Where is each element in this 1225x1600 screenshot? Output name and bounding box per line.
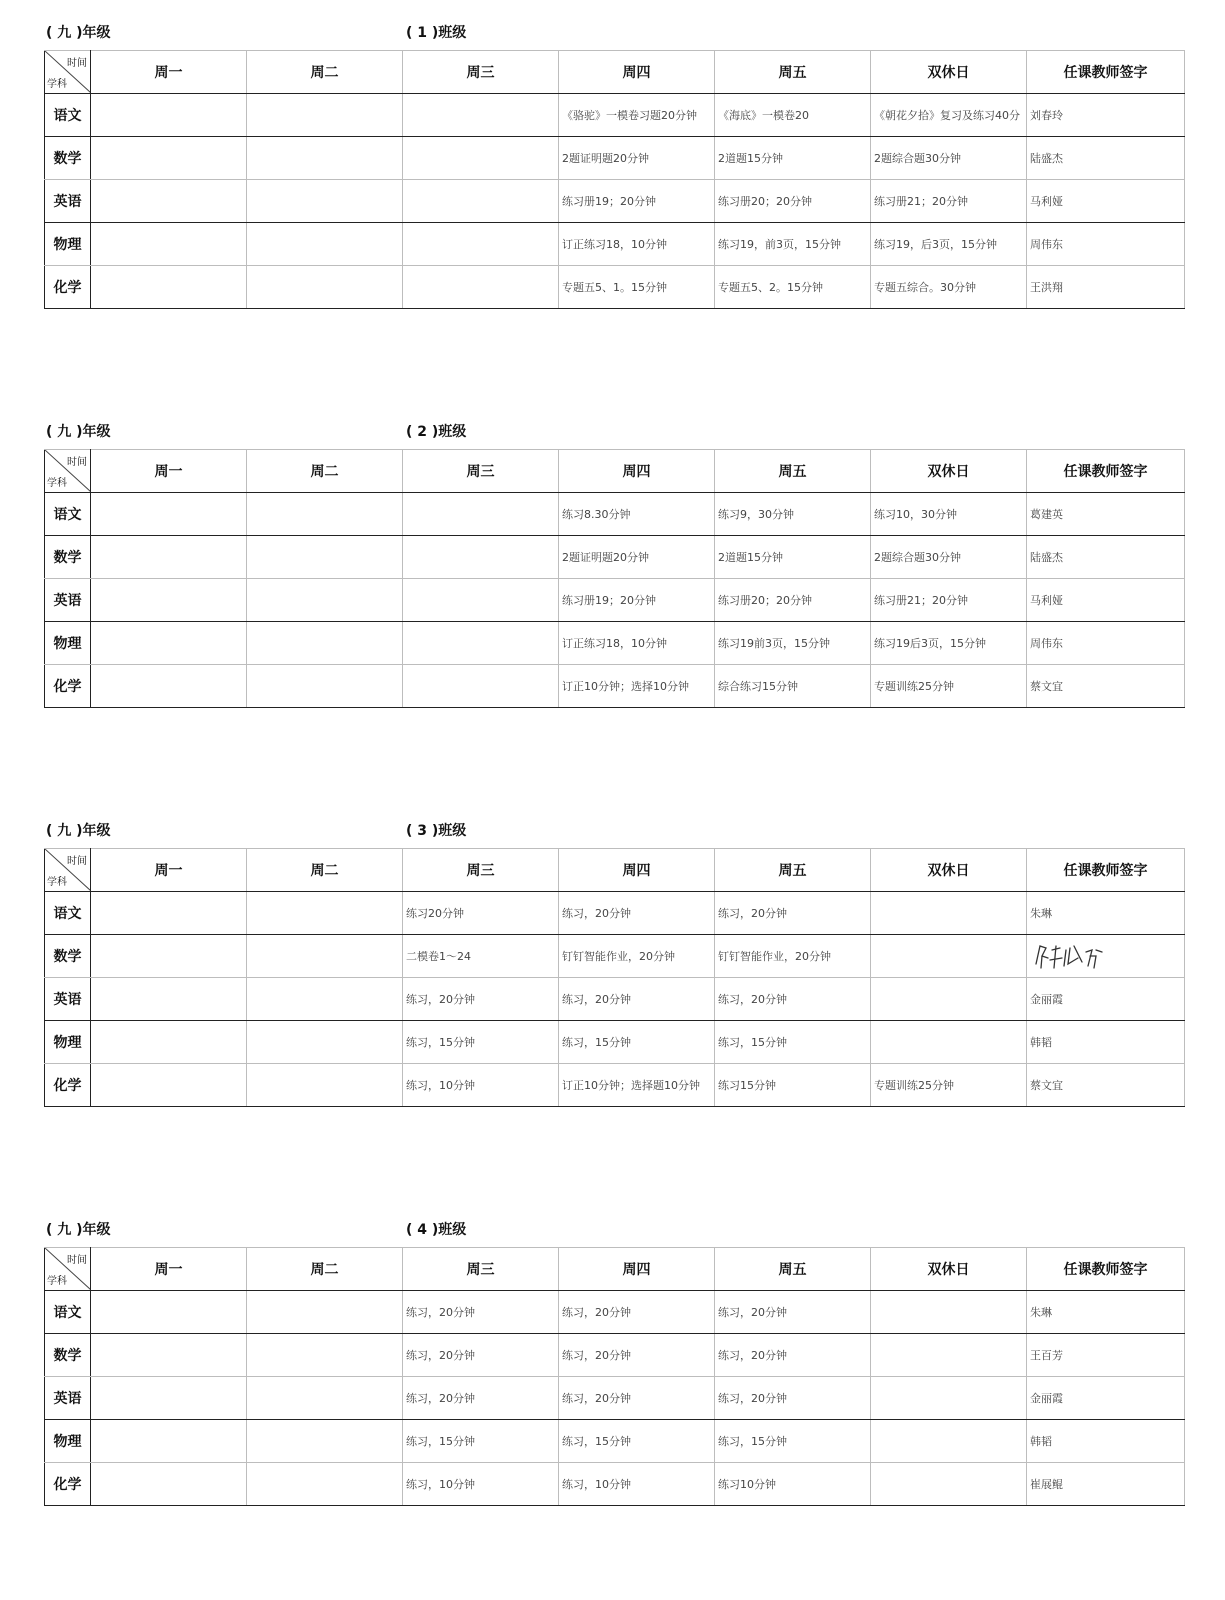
homework-cell (91, 892, 247, 935)
homework-cell: 练习，10分钟 (403, 1463, 559, 1506)
column-header: 周一 (91, 450, 247, 493)
column-header: 周一 (91, 51, 247, 94)
column-header: 任课教师签字 (1027, 450, 1185, 493)
table-row (45, 1334, 1185, 1377)
column-header: 周五 (715, 1248, 871, 1291)
homework-cell: 练习，10分钟 (403, 1064, 559, 1107)
homework-section-4 (44, 1215, 1184, 1506)
homework-cell: 练习19，前3页，15分钟 (715, 223, 871, 266)
subject-cell: 化学 (45, 266, 91, 309)
homework-cell (871, 892, 1027, 935)
homework-cell (91, 1291, 247, 1334)
column-header: 周一 (91, 849, 247, 892)
column-header: 任课教师签字 (1027, 51, 1185, 94)
homework-cell: 练习，20分钟 (403, 978, 559, 1021)
homework-cell (247, 1334, 403, 1377)
table-row (45, 1420, 1185, 1463)
homework-cell (247, 978, 403, 1021)
handwritten-signature (1030, 936, 1150, 976)
homework-cell (91, 493, 247, 536)
homework-cell (91, 1064, 247, 1107)
column-header: 周二 (247, 51, 403, 94)
homework-cell (403, 180, 559, 223)
homework-cell: 《海底》一模卷20 (715, 94, 871, 137)
subject-label: 学科 (47, 1276, 67, 1287)
homework-cell (403, 665, 559, 708)
class-label: ( 2 )班级 (406, 424, 467, 440)
subject-cell: 英语 (45, 579, 91, 622)
homework-cell: 练习，20分钟 (559, 892, 715, 935)
header-row (45, 849, 1185, 892)
homework-cell (91, 266, 247, 309)
homework-cell: 2道题15分钟 (715, 536, 871, 579)
homework-cell: 练习9，30分钟 (715, 493, 871, 536)
homework-cell (871, 1291, 1027, 1334)
homework-cell: 2道题15分钟 (715, 137, 871, 180)
homework-cell: 综合练习15分钟 (715, 665, 871, 708)
teacher-signature-cell: 马利娅 (1027, 579, 1185, 622)
subject-cell: 物理 (45, 622, 91, 665)
homework-cell: 练习19，后3页，15分钟 (871, 223, 1027, 266)
homework-cell (871, 1377, 1027, 1420)
homework-section-3 (44, 816, 1184, 1107)
time-label: 时间 (67, 1255, 87, 1266)
homework-cell: 练习册20；20分钟 (715, 579, 871, 622)
corner-cell (45, 450, 91, 493)
column-header: 周二 (247, 849, 403, 892)
homework-table (44, 50, 1185, 309)
column-header: 周三 (403, 1248, 559, 1291)
section-title-row (44, 18, 1184, 50)
header-row (45, 1248, 1185, 1291)
homework-cell: 练习15分钟 (715, 1064, 871, 1107)
header-row (45, 51, 1185, 94)
table-row (45, 94, 1185, 137)
homework-cell: 练习，20分钟 (403, 1291, 559, 1334)
corner-cell (45, 849, 91, 892)
homework-table (44, 848, 1185, 1107)
class-label: ( 1 )班级 (406, 25, 467, 41)
teacher-signature-cell: 朱琳 (1027, 892, 1185, 935)
table-row (45, 137, 1185, 180)
subject-cell: 数学 (45, 536, 91, 579)
homework-cell: 订正练习18，10分钟 (559, 223, 715, 266)
homework-cell (871, 1463, 1027, 1506)
table-row (45, 622, 1185, 665)
table-row (45, 892, 1185, 935)
homework-cell (247, 579, 403, 622)
grade-label: ( 九 )年级 (46, 1222, 111, 1238)
homework-cell (871, 1334, 1027, 1377)
homework-cell (871, 978, 1027, 1021)
homework-cell: 钉钉智能作业，20分钟 (559, 935, 715, 978)
table-row (45, 579, 1185, 622)
homework-cell: 订正10分钟；选择10分钟 (559, 665, 715, 708)
homework-cell: 练习，20分钟 (715, 1377, 871, 1420)
homework-cell (247, 892, 403, 935)
homework-cell (247, 137, 403, 180)
homework-cell (91, 137, 247, 180)
homework-cell (871, 1021, 1027, 1064)
homework-cell: 练习，10分钟 (559, 1463, 715, 1506)
homework-cell: 专题五5、1。15分钟 (559, 266, 715, 309)
subject-label: 学科 (47, 478, 67, 489)
table-row (45, 665, 1185, 708)
homework-cell: 练习册19；20分钟 (559, 180, 715, 223)
subject-label: 学科 (47, 79, 67, 90)
teacher-signature-cell: 马利娅 (1027, 180, 1185, 223)
column-header: 周五 (715, 849, 871, 892)
homework-cell (91, 94, 247, 137)
homework-cell: 练习，20分钟 (715, 892, 871, 935)
column-header: 周二 (247, 450, 403, 493)
subject-cell: 物理 (45, 223, 91, 266)
teacher-signature-cell: 周伟东 (1027, 622, 1185, 665)
homework-cell (247, 665, 403, 708)
homework-cell (403, 493, 559, 536)
homework-cell (91, 1420, 247, 1463)
homework-cell (91, 223, 247, 266)
subject-cell: 语文 (45, 493, 91, 536)
column-header: 周五 (715, 51, 871, 94)
homework-cell (91, 1334, 247, 1377)
teacher-signature-cell: 陆盛杰 (1027, 137, 1185, 180)
subject-cell: 化学 (45, 1064, 91, 1107)
homework-cell (91, 665, 247, 708)
homework-cell: 二模卷1～24 (403, 935, 559, 978)
column-header: 周四 (559, 51, 715, 94)
homework-cell (871, 935, 1027, 978)
table-row (45, 1463, 1185, 1506)
homework-cell (247, 1420, 403, 1463)
homework-cell: 练习19前3页，15分钟 (715, 622, 871, 665)
homework-cell: 练习，20分钟 (715, 978, 871, 1021)
homework-cell: 专题五5、2。15分钟 (715, 266, 871, 309)
teacher-signature-cell: 金丽霞 (1027, 1377, 1185, 1420)
table-row (45, 935, 1185, 978)
homework-cell: 练习册20；20分钟 (715, 180, 871, 223)
homework-cell (403, 137, 559, 180)
subject-cell: 英语 (45, 1377, 91, 1420)
grade-label: ( 九 )年级 (46, 823, 111, 839)
teacher-signature-cell: 蔡文宜 (1027, 1064, 1185, 1107)
homework-cell: 练习，20分钟 (559, 1291, 715, 1334)
homework-cell (91, 1377, 247, 1420)
column-header: 双休日 (871, 849, 1027, 892)
table-row (45, 180, 1185, 223)
homework-cell (403, 266, 559, 309)
column-header: 周三 (403, 51, 559, 94)
homework-cell (247, 1291, 403, 1334)
homework-cell (403, 536, 559, 579)
homework-section-2 (44, 417, 1184, 708)
homework-cell (247, 622, 403, 665)
teacher-signature-cell: 朱琳 (1027, 1291, 1185, 1334)
homework-cell (247, 536, 403, 579)
homework-table (44, 449, 1185, 708)
table-row (45, 1377, 1185, 1420)
column-header: 周四 (559, 450, 715, 493)
homework-cell: 练习册21；20分钟 (871, 180, 1027, 223)
subject-cell: 数学 (45, 1334, 91, 1377)
homework-cell: 练习，15分钟 (403, 1420, 559, 1463)
subject-cell: 英语 (45, 180, 91, 223)
homework-table (44, 1247, 1185, 1506)
column-header: 周一 (91, 1248, 247, 1291)
homework-cell (91, 1463, 247, 1506)
homework-cell (247, 1377, 403, 1420)
homework-cell (91, 180, 247, 223)
column-header: 周二 (247, 1248, 403, 1291)
homework-section-1 (44, 18, 1184, 309)
homework-cell (403, 579, 559, 622)
time-label: 时间 (67, 856, 87, 867)
teacher-signature-cell (1027, 935, 1185, 978)
homework-cell: 2题证明题20分钟 (559, 536, 715, 579)
column-header: 周五 (715, 450, 871, 493)
teacher-signature-cell: 金丽霞 (1027, 978, 1185, 1021)
homework-cell (403, 622, 559, 665)
homework-cell: 订正练习18，10分钟 (559, 622, 715, 665)
homework-cell: 练习，15分钟 (715, 1420, 871, 1463)
teacher-signature-cell: 崔展鲲 (1027, 1463, 1185, 1506)
homework-cell (247, 94, 403, 137)
homework-cell: 练习册19；20分钟 (559, 579, 715, 622)
column-header: 周四 (559, 849, 715, 892)
homework-cell: 练习，15分钟 (715, 1021, 871, 1064)
homework-cell: 《骆驼》一模卷习题20分钟 (559, 94, 715, 137)
subject-cell: 化学 (45, 665, 91, 708)
section-title-row (44, 417, 1184, 449)
homework-cell: 练习，20分钟 (715, 1334, 871, 1377)
table-row (45, 223, 1185, 266)
homework-cell: 《朝花夕拾》复习及练习40分 (871, 94, 1027, 137)
homework-cell (403, 94, 559, 137)
subject-cell: 数学 (45, 935, 91, 978)
homework-cell: 练习10，30分钟 (871, 493, 1027, 536)
column-header: 周三 (403, 450, 559, 493)
class-label: ( 4 )班级 (406, 1222, 467, 1238)
subject-cell: 语文 (45, 892, 91, 935)
homework-cell: 练习20分钟 (403, 892, 559, 935)
grade-label: ( 九 )年级 (46, 25, 111, 41)
subject-cell: 语文 (45, 1291, 91, 1334)
homework-cell (247, 1021, 403, 1064)
homework-cell: 练习，15分钟 (559, 1021, 715, 1064)
column-header: 周三 (403, 849, 559, 892)
homework-cell: 钉钉智能作业，20分钟 (715, 935, 871, 978)
column-header: 双休日 (871, 1248, 1027, 1291)
homework-cell (91, 978, 247, 1021)
homework-cell (91, 536, 247, 579)
homework-cell: 练习19后3页，15分钟 (871, 622, 1027, 665)
homework-cell: 2题证明题20分钟 (559, 137, 715, 180)
homework-cell: 订正10分钟；选择题10分钟 (559, 1064, 715, 1107)
homework-cell: 2题综合题30分钟 (871, 536, 1027, 579)
column-header: 双休日 (871, 51, 1027, 94)
section-title-row (44, 1215, 1184, 1247)
homework-cell: 2题综合题30分钟 (871, 137, 1027, 180)
homework-cell: 练习8.30分钟 (559, 493, 715, 536)
corner-cell (45, 51, 91, 94)
table-row (45, 1291, 1185, 1334)
homework-cell (247, 266, 403, 309)
teacher-signature-cell: 王洪翔 (1027, 266, 1185, 309)
section-title-row (44, 816, 1184, 848)
grade-label: ( 九 )年级 (46, 424, 111, 440)
homework-cell: 练习册21；20分钟 (871, 579, 1027, 622)
table-row (45, 1064, 1185, 1107)
homework-cell (91, 622, 247, 665)
teacher-signature-cell: 王百芳 (1027, 1334, 1185, 1377)
homework-cell: 练习，20分钟 (403, 1377, 559, 1420)
teacher-signature-cell: 韩韬 (1027, 1420, 1185, 1463)
table-row (45, 1021, 1185, 1064)
homework-cell: 专题训练25分钟 (871, 665, 1027, 708)
homework-cell (247, 1064, 403, 1107)
homework-cell: 练习，20分钟 (403, 1334, 559, 1377)
homework-cell: 练习10分钟 (715, 1463, 871, 1506)
homework-cell (91, 579, 247, 622)
column-header: 双休日 (871, 450, 1027, 493)
homework-cell (871, 1420, 1027, 1463)
homework-cell: 练习，20分钟 (559, 1334, 715, 1377)
time-label: 时间 (67, 58, 87, 69)
homework-cell (403, 223, 559, 266)
homework-cell: 专题五综合。30分钟 (871, 266, 1027, 309)
homework-cell: 练习，20分钟 (559, 1377, 715, 1420)
homework-cell (247, 493, 403, 536)
subject-cell: 物理 (45, 1021, 91, 1064)
teacher-signature-cell: 周伟东 (1027, 223, 1185, 266)
subject-cell: 语文 (45, 94, 91, 137)
homework-cell: 练习，20分钟 (559, 978, 715, 1021)
teacher-signature-cell: 刘春玲 (1027, 94, 1185, 137)
class-label: ( 3 )班级 (406, 823, 467, 839)
table-row (45, 266, 1185, 309)
subject-label: 学科 (47, 877, 67, 888)
homework-cell (91, 1021, 247, 1064)
column-header: 任课教师签字 (1027, 1248, 1185, 1291)
column-header: 任课教师签字 (1027, 849, 1185, 892)
table-row (45, 978, 1185, 1021)
subject-cell: 英语 (45, 978, 91, 1021)
column-header: 周四 (559, 1248, 715, 1291)
homework-cell: 专题训练25分钟 (871, 1064, 1027, 1107)
table-row (45, 493, 1185, 536)
homework-cell (247, 1463, 403, 1506)
teacher-signature-cell: 陆盛杰 (1027, 536, 1185, 579)
corner-cell (45, 1248, 91, 1291)
table-row (45, 536, 1185, 579)
time-label: 时间 (67, 457, 87, 468)
homework-cell: 练习，15分钟 (559, 1420, 715, 1463)
homework-cell (247, 180, 403, 223)
teacher-signature-cell: 葛建英 (1027, 493, 1185, 536)
teacher-signature-cell: 蔡文宜 (1027, 665, 1185, 708)
teacher-signature-cell: 韩韬 (1027, 1021, 1185, 1064)
subject-cell: 化学 (45, 1463, 91, 1506)
homework-cell (247, 223, 403, 266)
homework-cell (91, 935, 247, 978)
subject-cell: 物理 (45, 1420, 91, 1463)
homework-cell: 练习，20分钟 (715, 1291, 871, 1334)
homework-cell: 练习，15分钟 (403, 1021, 559, 1064)
homework-cell (247, 935, 403, 978)
subject-cell: 数学 (45, 137, 91, 180)
header-row (45, 450, 1185, 493)
